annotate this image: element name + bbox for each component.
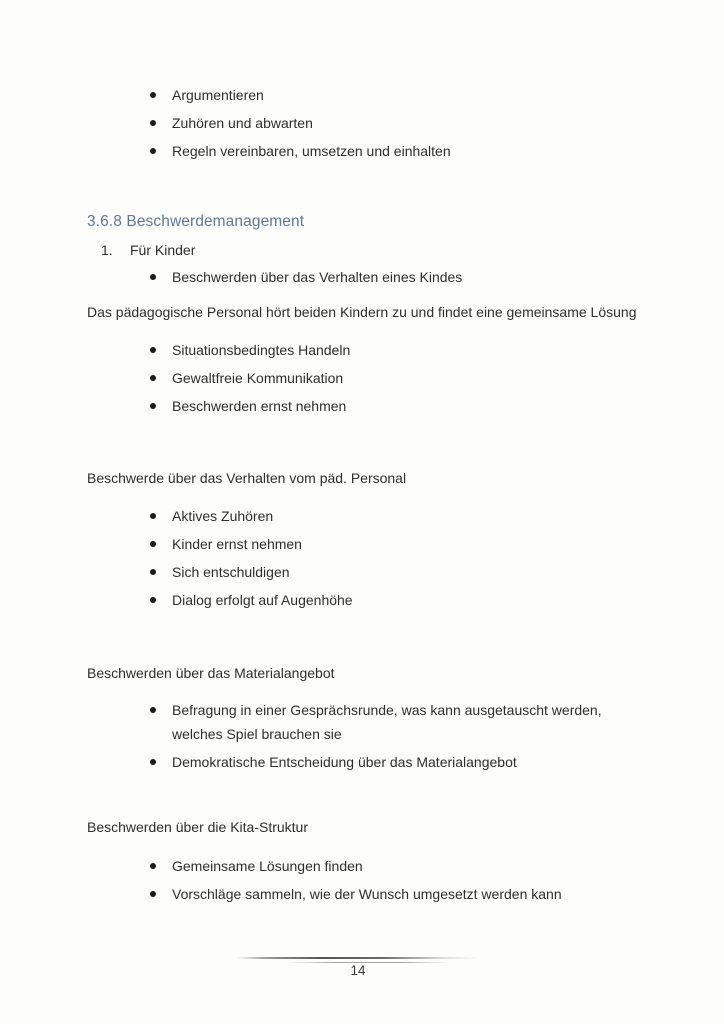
bullet-text: Beschwerden über das Verhalten eines Kindes (172, 269, 463, 285)
bullet-list-material (87, 698, 640, 778)
bullet-text: Regeln vereinbaren, umsetzen und einhalten (172, 143, 451, 159)
bullet-icon (150, 148, 156, 154)
bullet-list-kita (87, 854, 640, 910)
bullet-text: Kinder ernst nehmen (172, 536, 302, 552)
list-item (87, 111, 640, 135)
list-item (87, 588, 640, 612)
bullet-icon (150, 569, 156, 575)
list-item (87, 750, 640, 774)
list-item (87, 504, 640, 528)
bullet-text: Argumentieren (172, 87, 264, 103)
bullet-text: Zuhören und abwarten (172, 115, 313, 131)
list-item (87, 83, 640, 107)
bullet-icon (150, 375, 156, 381)
bullet-icon (150, 92, 156, 98)
bullet-icon (150, 403, 156, 409)
list-item (87, 338, 640, 362)
bullet-list-kinder (87, 338, 640, 422)
intro-paragraph: Das pädagogische Personal hört beiden Kindern zu und findet eine gemeinsame Lösung (87, 304, 637, 320)
bullet-icon (150, 707, 156, 713)
section-label: Beschwerden über das Materialangebot (87, 665, 335, 681)
bullet-icon (150, 541, 156, 547)
section-label: Beschwerde über das Verhalten vom päd. Personal (87, 470, 407, 486)
bullet-icon (150, 863, 156, 869)
bullet-icon (150, 759, 156, 765)
bullet-text: Aktives Zuhören (172, 508, 274, 524)
bullet-icon (150, 347, 156, 353)
bullet-icon (150, 597, 156, 603)
list-item (87, 882, 640, 906)
bullet-text: Gewaltfreie Kommunikation (172, 370, 344, 386)
bullet-text: Sich entschuldigen (172, 564, 290, 580)
bullet-text: Dialog erfolgt auf Augenhöhe (172, 592, 353, 608)
list-item (87, 532, 640, 556)
bullet-text: Beschwerden ernst nehmen (172, 398, 347, 414)
section-label: Beschwerden über die Kita-Struktur (87, 819, 308, 835)
bullet-icon (150, 513, 156, 519)
numbered-marker: 1. (101, 242, 113, 258)
bullet-icon (150, 120, 156, 126)
numbered-item (87, 238, 530, 262)
list-item (87, 265, 640, 289)
bullet-text: Vorschläge sammeln, wie der Wunsch umgesetzt werden kann (172, 886, 562, 902)
list-item (87, 139, 640, 163)
list-item (87, 698, 640, 746)
bullet-icon (150, 891, 156, 897)
section-heading: 3.6.8 Beschwerdemanagement (87, 213, 305, 230)
page-number: 14 (350, 963, 366, 978)
bullet-text: Befragung in einer Gesprächsrunde, was kann ausgetauscht werden, welches Spiel brauchen sie (172, 702, 602, 742)
bullet-icon (150, 274, 156, 280)
bullet-list-top (87, 83, 640, 167)
list-item (87, 394, 640, 418)
list-item (87, 854, 640, 878)
list-item (87, 366, 640, 390)
bullet-list-fuer-kinder (87, 265, 640, 293)
bullet-text: Gemeinsame Lösungen finden (172, 858, 363, 874)
bullet-list-personal (87, 504, 640, 616)
bullet-text: Situationsbedingtes Handeln (172, 342, 351, 358)
bullet-text: Demokratische Entscheidung über das Materialangebot (172, 754, 517, 770)
list-item (87, 560, 640, 584)
numbered-label: Für Kinder (130, 242, 196, 258)
